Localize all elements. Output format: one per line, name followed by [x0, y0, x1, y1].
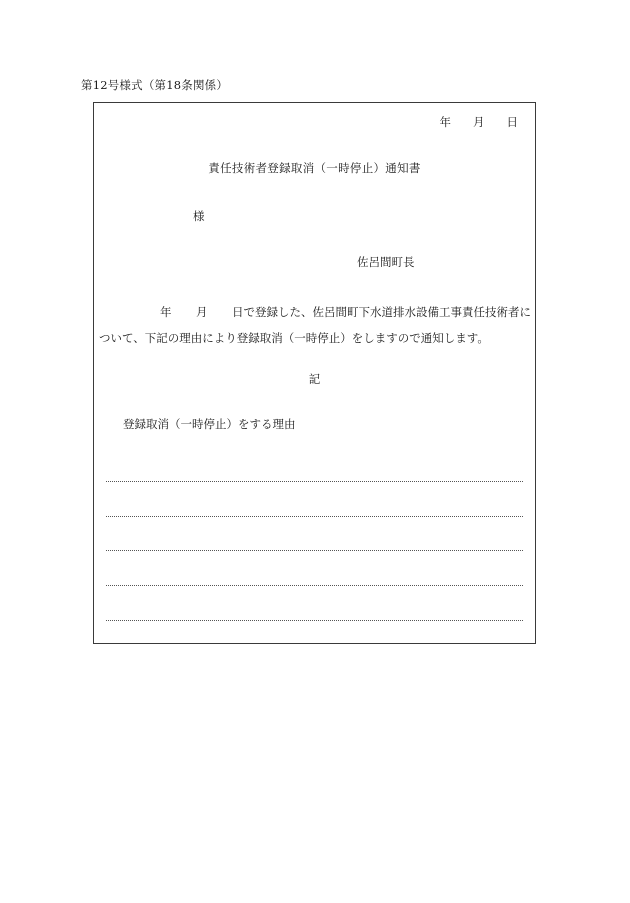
body-month: 月: [196, 305, 208, 319]
sender: 佐呂間町長: [357, 255, 415, 269]
notice-body: [99, 299, 530, 351]
body-line-1: [99, 299, 530, 325]
reason-line-2: [106, 516, 523, 517]
body-line-2: ついて、下記の理由により登録取消（一時停止）をしますので通知します。: [99, 331, 489, 345]
body-line-1-text: 日で登録した、佐呂間町下水道排水設備工事責任技術者に: [232, 305, 531, 319]
form-number: 第12号様式（第18条関係）: [81, 78, 229, 92]
addressee: 様: [193, 209, 205, 223]
ki-heading: 記: [308, 372, 321, 386]
document-title: 責任技術者登録取消（一時停止）通知書: [208, 161, 421, 175]
reason-line-4: [106, 585, 523, 586]
reason-line-5: [106, 620, 523, 621]
body-year: 年: [160, 305, 172, 319]
date-day: 日: [506, 115, 518, 129]
reason-line-1: [106, 481, 523, 482]
reason-label: 登録取消（一時停止）をする理由: [123, 417, 296, 431]
date-month: 月: [473, 115, 485, 129]
date-year: 年: [439, 115, 451, 129]
date-line: [440, 114, 519, 130]
reason-line-3: [106, 550, 523, 551]
notice-form: [93, 102, 536, 644]
